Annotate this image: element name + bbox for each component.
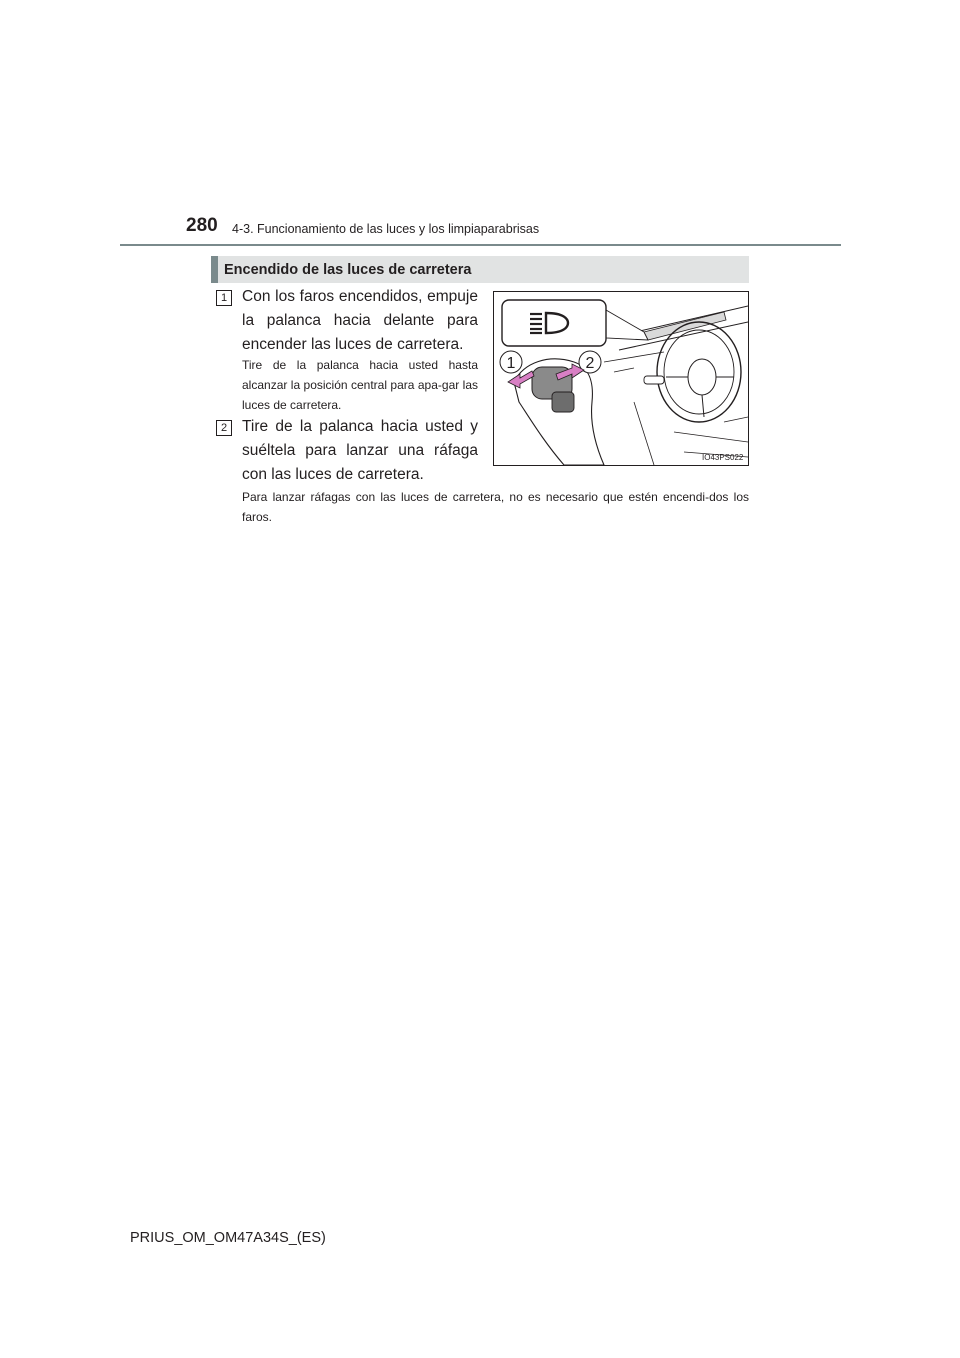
- step-2-text: Tire de la palanca hacia usted y suéltela para lanzar una ráfaga con las luces de carretera.: [242, 418, 478, 483]
- step-1-note: Tire de la palanca hacia usted hasta alcanzar la posición central para apa-gar las luces de carretera.: [242, 358, 478, 412]
- figure-code: IO43PS022: [702, 453, 744, 462]
- header-rule: [120, 244, 841, 246]
- callout-1: 1: [506, 355, 516, 372]
- section-accent: [211, 256, 218, 283]
- running-header: 4-3. Funcionamiento de las luces y los limpiaparabrisas: [232, 222, 540, 236]
- section-heading-bar: [211, 256, 749, 283]
- page-number: 280: [186, 215, 218, 236]
- callout-2: 2: [585, 355, 595, 372]
- headlight-lever-illustration: [493, 291, 749, 466]
- footnote: Para lanzar ráfagas con las luces de carretera, no es necesario que estén encendi-dos los faros.: [242, 490, 749, 524]
- step-number-2: 2: [216, 420, 232, 436]
- step-number-1: 1: [216, 290, 232, 306]
- section-title: Encendido de las luces de carretera: [224, 262, 472, 278]
- document-id: PRIUS_OM_OM47A34S_(ES): [130, 1230, 326, 1246]
- step-1-text: Con los faros encendidos, empuje la palanca hacia delante para encender las luces de carretera.: [242, 288, 478, 353]
